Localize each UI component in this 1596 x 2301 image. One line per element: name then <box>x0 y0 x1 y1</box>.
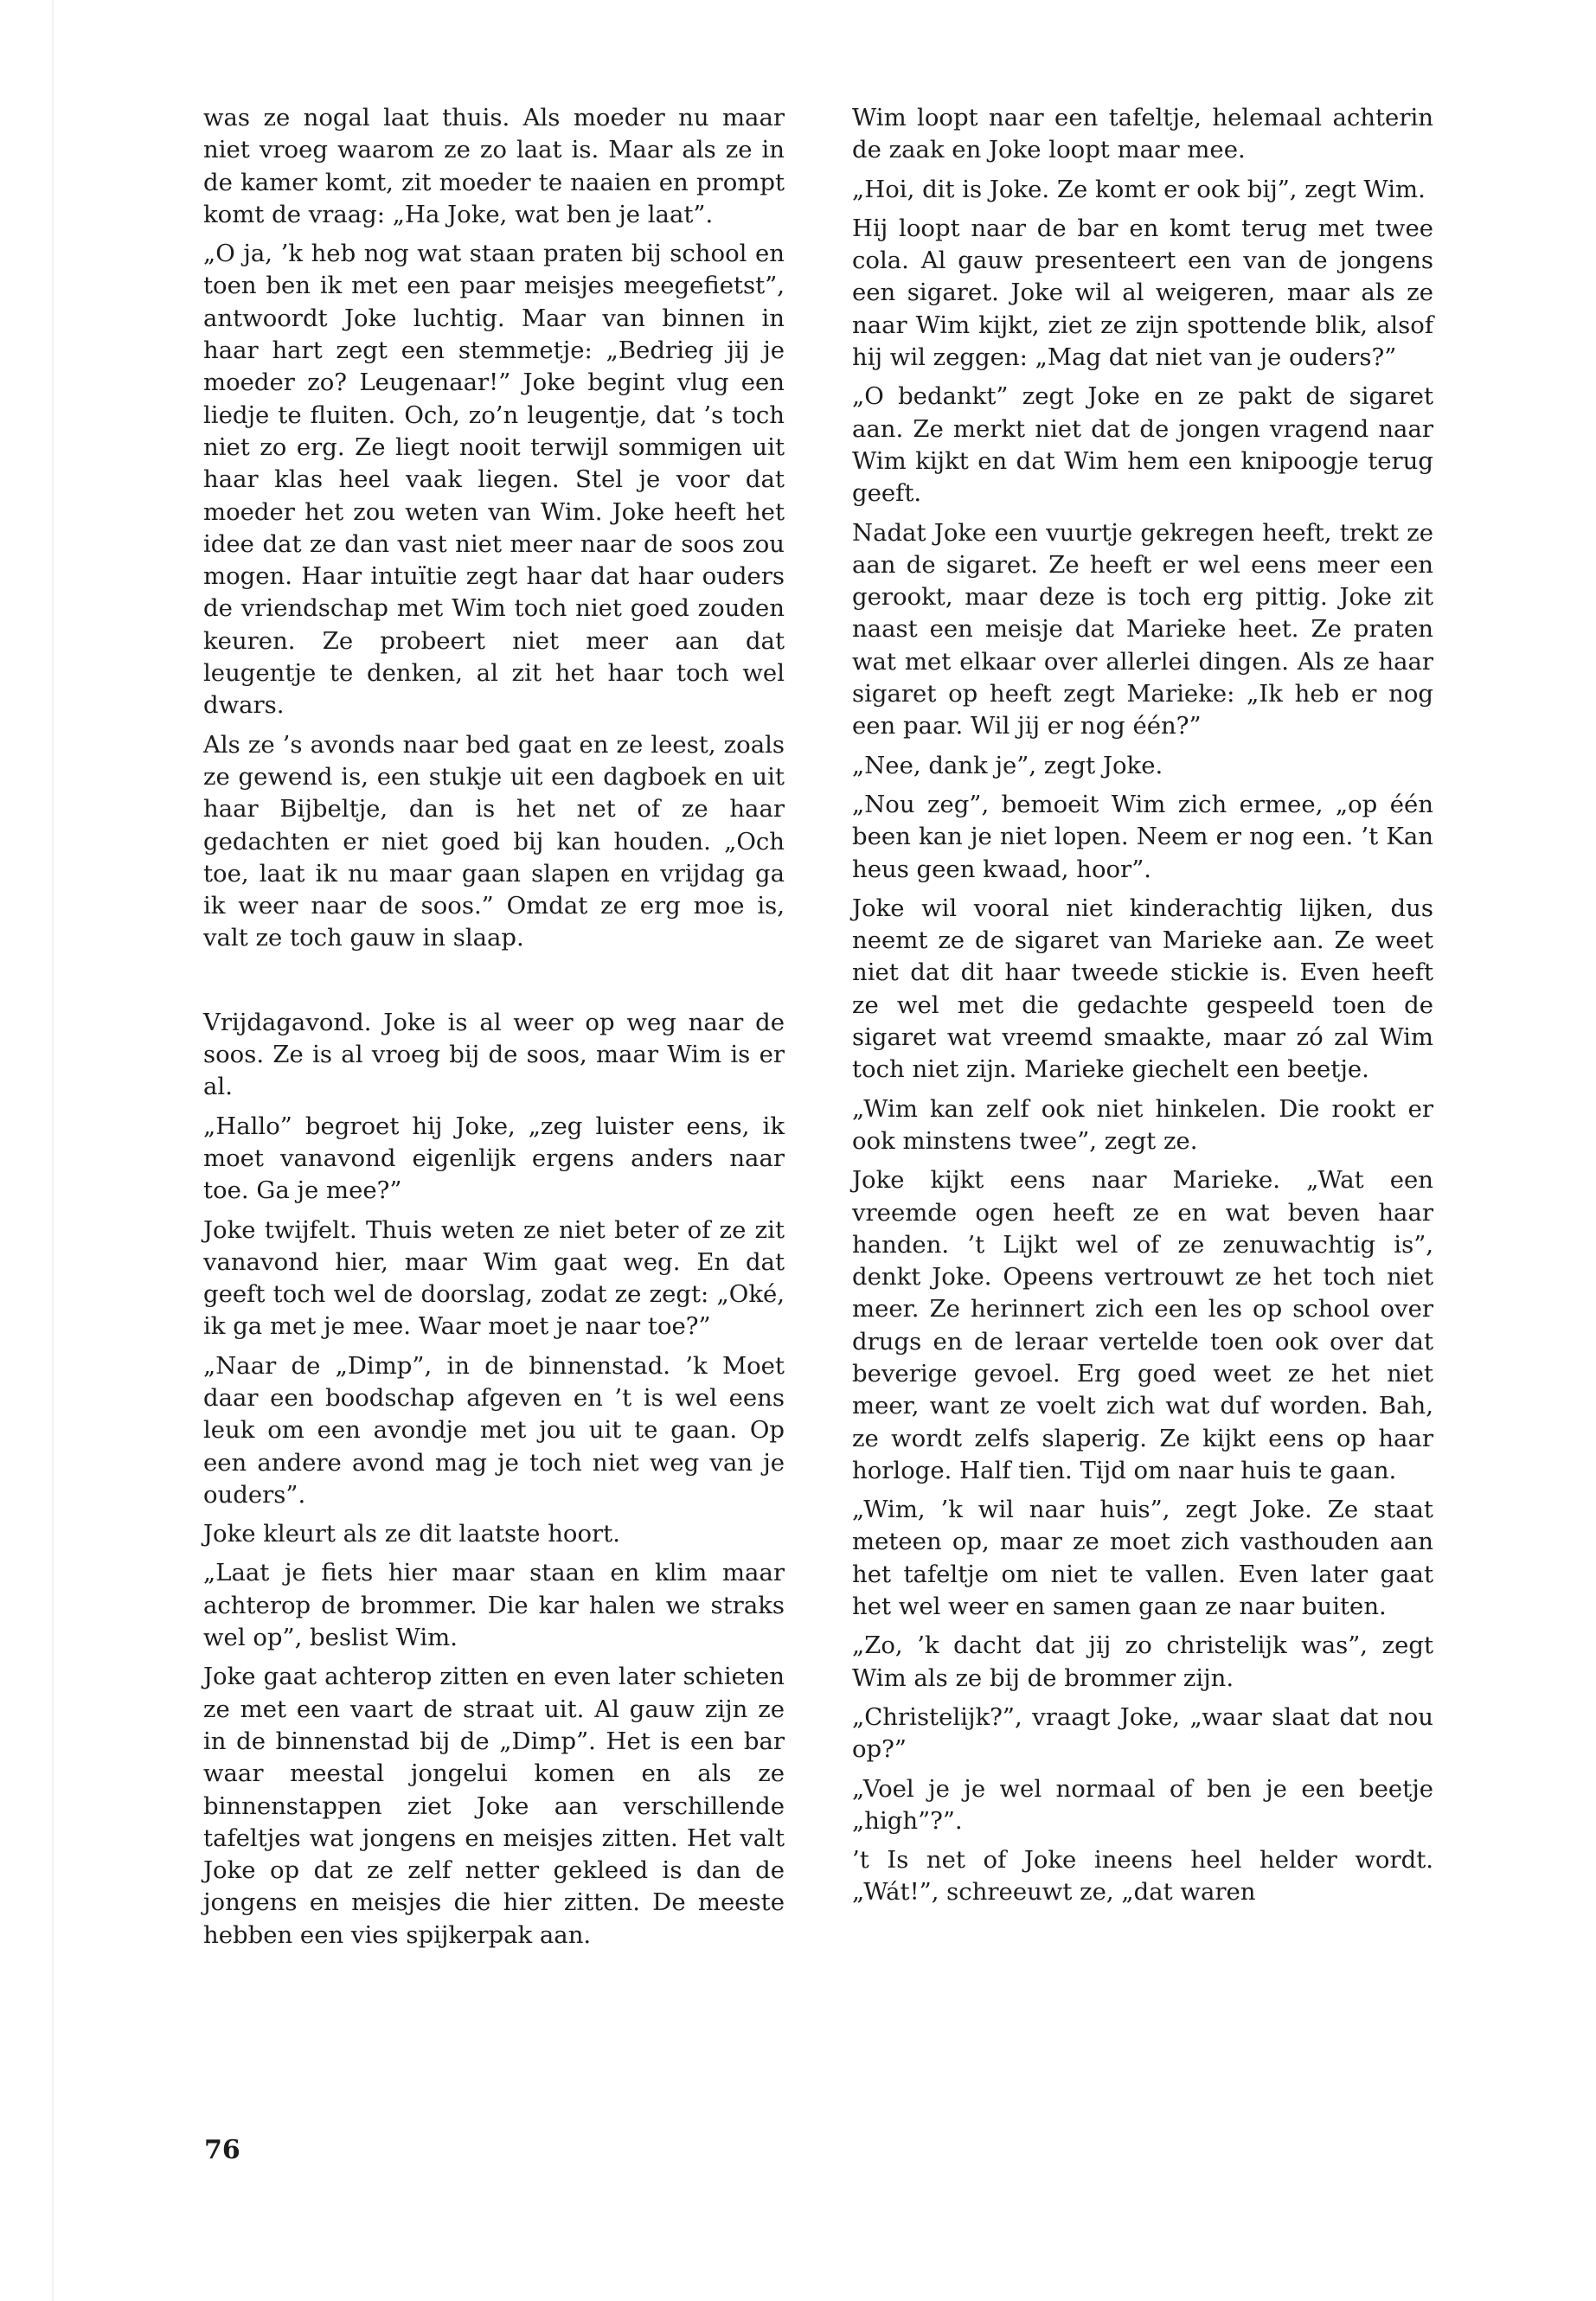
paragraph: Als ze ’s avonds naar bed gaat en ze leest, zoals ze gewend is, een stukje uit een dagboek en uit haar Bijbeltje, dan is het net of ze haar gedachten er niet goed bij kan houden. „Och toe, laat ik nu maar gaan slapen en vrijdag ga ik weer naar de soos.” Omdat ze erg moe is, valt ze toch gauw in slaap. <box>203 730 785 952</box>
paragraph: „Christelijk?”, vraagt Joke, „waar slaat dat nou op?” <box>852 1702 1433 1764</box>
right-text-column <box>852 102 1433 1916</box>
page-number: 76 <box>204 2135 240 2165</box>
paragraph: „Wim, ’k wil naar huis”, zegt Joke. Ze staat meteen op, maar ze moet zich vasthouden aan het tafeltje om niet te vallen. Even later gaat het wel weer en samen gaan ze naar buiten. <box>852 1496 1433 1621</box>
paragraph: Joke kijkt eens naar Marieke. „Wat een vreemde ogen heeft ze en wat beven haar handen. ’t Lijkt wel of ze zenuwachtig is”, denkt Joke. Opeens vertrouwt ze het toch niet meer. Ze herinnert zich een les op school over drugs en de leraar vertelde toen ook over dat beverige gevoel. Erg goed weet ze het niet meer, want ze voelt zich wat duf worden. Bah, ze wordt zelfs slaperig. Ze kijkt eens op haar horloge. Half tien. Tijd om naar huis te gaan. <box>852 1166 1433 1484</box>
paragraph: „Nee, dank je”, zegt Joke. <box>852 751 1163 779</box>
paragraph: Joke gaat achterop zitten en even later schieten ze met een vaart de straat uit. Al gauw zijn ze in de binnenstad bij de „Dimp”. Het is een bar waar meestal jongelui komen en als ze binnenstappen ziet Joke aan verschillende tafeltjes wat jongens en meisjes zitten. Het valt Joke op dat ze zelf netter gekleed is dan de jongens en meisjes die hier zitten. De meeste hebben een vies spijkerpak aan. <box>203 1663 785 1949</box>
paragraph: was ze nogal laat thuis. Als moeder nu maar niet vroeg waarom ze zo laat is. Maar als ze in de kamer komt, zit moeder te naaien en prompt komt de vraag: „Ha Joke, wat ben je laat”. <box>203 104 785 228</box>
paragraph: Vrijdagavond. Joke is al weer op weg naar de soos. Ze is al vroeg bij de soos, maar Wim is er al. <box>203 1008 785 1101</box>
paragraph: „Hoi, dit is Joke. Ze komt er ook bij”, zegt Wim. <box>852 175 1426 203</box>
paragraph: „Voel je je wel normaal of ben je een beetje „high”?”. <box>852 1774 1433 1835</box>
paragraph: „Hallo” begroet hij Joke, „zeg luister eens, ik moet vanavond eigenlijk ergens anders naar toe. Ga je mee?” <box>203 1112 785 1205</box>
paragraph: „Naar de „Dimp”, in de binnenstad. ’k Moet daar een boodschap afgeven en ’t is wel eens leuk om een avondje met jou uit te gaan. Op een andere avond mag je toch niet weg van je ouders”. <box>203 1351 785 1509</box>
paragraph: Joke kleurt als ze dit laatste hoort. <box>203 1520 620 1548</box>
paragraph: „O bedankt” zegt Joke en ze pakt de sigaret aan. Ze merkt niet dat de jongen vragend naar Wim kijkt en dat Wim hem een knipoogje terug geeft. <box>852 382 1433 508</box>
page-edge-shadow <box>52 0 54 2301</box>
section-break <box>203 962 785 1007</box>
left-text-column <box>203 102 785 1958</box>
paragraph: Nadat Joke een vuurtje gekregen heeft, trekt ze aan de sigaret. Ze heeft er wel eens meer een gerookt, maar deze is toch erg pittig. Joke zit naast een meisje dat Marieke heet. Ze praten wat met elkaar over allerlei dingen. Als ze haar sigaret op heeft zegt Marieke: „Ik heb er nog een paar. Wil jij er nog één?” <box>852 518 1433 740</box>
paragraph: „Zo, ’k dacht dat jij zo christelijk was”, zegt Wim als ze bij de brommer zijn. <box>852 1631 1433 1692</box>
paragraph: „Nou zeg”, bemoeit Wim zich ermee, „op één been kan je niet lopen. Neem er nog een. ’t Kan heus geen kwaad, hoor”. <box>852 790 1433 883</box>
paragraph: Wim loopt naar een tafeltje, helemaal achterin de zaak en Joke loopt maar mee. <box>852 104 1433 164</box>
paragraph: „Wim kan zelf ook niet hinkelen. Die rookt er ook minstens twee”, zegt ze. <box>852 1094 1433 1155</box>
paragraph: Joke wil vooral niet kinderachtig lijken, dus neemt ze de sigaret van Marieke aan. Ze weet niet dat dit haar tweede stickie is. Even heeft ze wel met die gedachte gespeeld toen de sigaret wat vreemd smaakte, maar zó zal Wim toch niet zijn. Marieke giechelt een beetje. <box>852 894 1433 1084</box>
paragraph: „O ja, ’k heb nog wat staan praten bij school en toen ben ik met een paar meisjes meegefietst”, antwoordt Joke luchtig. Maar van binnen in haar hart zegt een stemmetje: „Bedrieg jij je moeder zo? Leugenaar!” Joke begint vlug een liedje te fluiten. Och, zo’n leugentje, dat ’s toch niet zo erg. Ze liegt nooit terwijl sommigen uit haar klas heel vaak liegen. Stel je voor dat moeder het zou weten van Wim. Joke heeft het idee dat ze dan vast niet meer naar de soos zou mogen. Haar intuïtie zegt haar dat haar ouders de vriendschap met Wim toch niet goed zouden keuren. Ze probeert niet meer aan dat leugentje te denken, al zit het haar toch wel dwars. <box>203 240 785 720</box>
paragraph: Joke twijfelt. Thuis weten ze niet beter of ze zit vanavond hier, maar Wim gaat weg. En dat geeft toch wel de doorslag, zodat ze zegt: „Oké, ik ga met je mee. Waar moet je naar toe?” <box>203 1215 785 1341</box>
paragraph: „Laat je fiets hier maar staan en klim maar achterop de brommer. Die kar halen we straks wel op”, beslist Wim. <box>203 1559 785 1652</box>
paragraph: ’t Is net of Joke ineens heel helder wordt. „Wát!”, schreeuwt ze, „dat waren <box>852 1846 1433 1907</box>
paragraph: Hij loopt naar de bar en komt terug met twee cola. Al gauw presenteert een van de jongens een sigaret. Joke wil al weigeren, maar als ze naar Wim kijkt, ziet ze zijn spottende blik, alsof hij wil zeggen: „Mag dat niet van je ouders?” <box>852 214 1433 372</box>
